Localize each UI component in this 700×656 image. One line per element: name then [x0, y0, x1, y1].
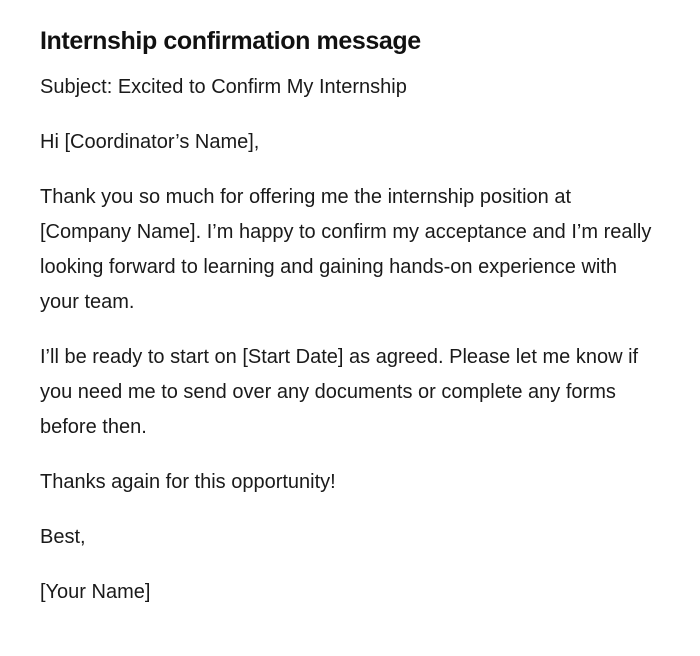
- thanks-line: Thanks again for this opportunity!: [40, 471, 336, 493]
- subject-line: Subject: Excited to Confirm My Internship: [40, 76, 407, 98]
- signature: [Your Name]: [40, 581, 151, 603]
- page-title: Internship confirmation message: [40, 27, 421, 55]
- document-body: [40, 24, 660, 630]
- sign-off: Best,: [40, 526, 86, 548]
- body-paragraph-offer: Thank you so much for offering me the internship position at [Company Name]. I’m happy to confirm my acceptance and I’m really looking forward to learning and gaining hands-on experience with your team.: [40, 186, 652, 313]
- greeting: Hi [Coordinator’s Name],: [40, 131, 260, 153]
- body-paragraph-start-date: I’ll be ready to start on [Start Date] as agreed. Please let me know if you need me to send over any documents or complete any forms before then.: [40, 346, 639, 438]
